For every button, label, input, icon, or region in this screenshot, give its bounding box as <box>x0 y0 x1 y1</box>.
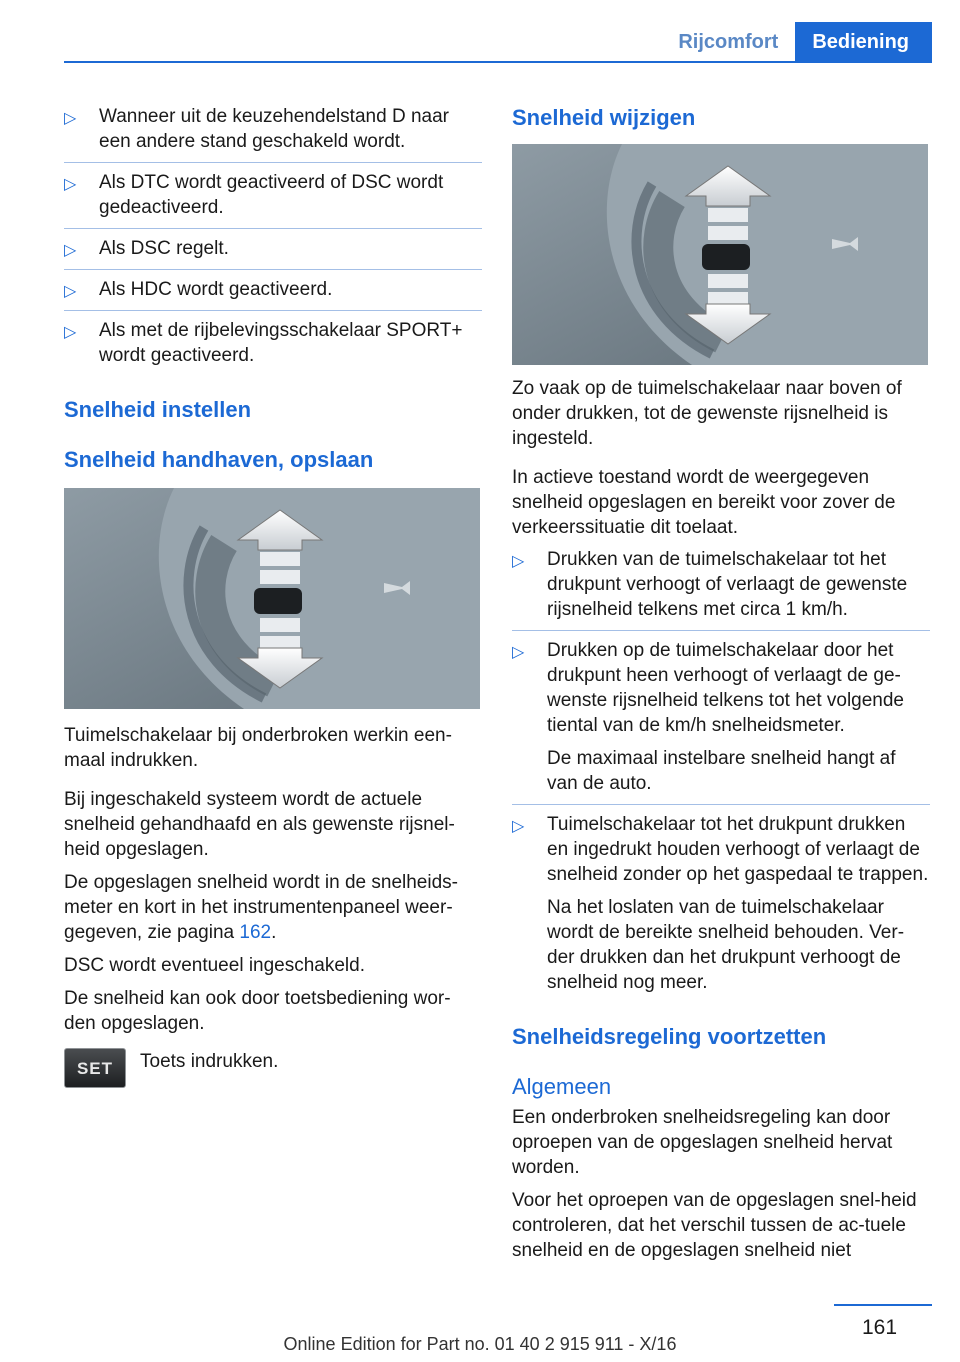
edition-note: Online Edition for Part no. 01 40 2 915 911 - X/16 <box>283 1334 677 1354</box>
list-item-note: De maximaal instelbare snelheid hangt af van de auto. <box>547 748 896 794</box>
list-item: ▷ Als DSC regelt. <box>64 229 482 270</box>
page-reference-link[interactable]: 162 <box>239 922 272 943</box>
paragraph: DSC wordt eventueel ingeschakeld. <box>64 955 366 976</box>
set-key-icon: SET <box>64 1048 126 1088</box>
triangle-bullet-icon: ▷ <box>64 242 77 259</box>
paragraph: De opgeslagen snelheid wordt in de snelheids-meter en kort in het instrumentenpaneel weer-gegeven, zie pagina 162. <box>64 872 458 943</box>
steering-wheel-rocker-image <box>512 144 928 365</box>
list-item-note: Na het loslaten van de tuimelschakelaar wordt de bereikte snelheid behouden. Ver-der drukken dan het drukpunt verhoogt de snelheid nog meer. <box>547 897 905 993</box>
triangle-bullet-icon: ▷ <box>64 176 77 193</box>
bullet-list <box>64 100 482 376</box>
paragraph: Bij ingeschakeld systeem wordt de actuele snelheid gehandhaafd en als gewenste rijsnel-heid opgeslagen. <box>64 789 455 860</box>
page-number: 161 <box>862 1316 898 1339</box>
right-column <box>512 104 930 1263</box>
header-divider <box>64 61 932 63</box>
footer-divider <box>834 1304 932 1306</box>
bullet-list <box>512 543 930 1003</box>
list-item: ▷ Als met de rijbelevingsschakelaar SPORT+ wordt geactiveerd. <box>64 320 463 366</box>
paragraph: Tuimelschakelaar bij onderbroken werkin een-maal indrukken. <box>64 725 452 771</box>
list-item: ▷ Drukken van de tuimelschakelaar tot het drukpunt verhoogt of verlaagt de gewenste rijsnelheid telkens met circa 1 km/h. <box>512 543 930 631</box>
list-item: ▷ Drukken op de tuimelschakelaar door het drukpunt heen verhoogt of verlaagt de ge-wenste rijsnelheid telkens tot het volgende tiental van de km/h snelheidsmeter. De maximaal instelbare snelheid hangt af van de auto. <box>512 631 930 805</box>
subsection-heading: Algemeen <box>512 1074 612 1099</box>
section-heading: Snelheid instellen <box>64 397 252 422</box>
triangle-bullet-icon: ▷ <box>512 644 525 661</box>
section-heading: Snelheidsregeling voortzetten <box>512 1024 827 1049</box>
list-item: ▷ Wanneer uit de keuzehendelstand D naar een andere stand geschakeld wordt. <box>64 100 482 163</box>
triangle-bullet-icon: ▷ <box>512 553 525 570</box>
set-key-instruction: Toets indrukken. <box>140 1051 279 1072</box>
list-item: ▷ Tuimelschakelaar tot het drukpunt drukken en ingedrukt houden verhoogt of verlaagt de snelheid zonder op het gaspedaal te trappen. Na het loslaten van de tuimelschakelaar wordt de bereikte snelheid behouden. Ver-der drukken dan het drukpunt verhoogt de snelheid nog meer. <box>512 814 929 993</box>
list-item: ▷ Als DTC wordt geactiveerd of DSC wordt gedeactiveerd. <box>64 163 482 229</box>
triangle-bullet-icon: ▷ <box>64 283 77 300</box>
list-item: ▷ Als HDC wordt geactiveerd. <box>64 270 482 311</box>
paragraph: De snelheid kan ook door toetsbediening wor-den opgeslagen. <box>64 988 451 1034</box>
paragraph: In actieve toestand wordt de weergegeven snelheid opgeslagen en bereikt voor zover de verkeerssituatie dit toelaat. <box>512 467 896 538</box>
triangle-bullet-icon: ▷ <box>64 324 77 341</box>
tab-section[interactable]: Rijcomfort <box>678 31 779 53</box>
section-heading: Snelheid wijzigen <box>512 105 696 130</box>
set-key-row <box>64 1048 482 1088</box>
left-column <box>64 100 482 1088</box>
steering-wheel-rocker-image <box>64 488 480 709</box>
triangle-bullet-icon: ▷ <box>512 818 525 835</box>
subsection-heading: Snelheid handhaven, opslaan <box>64 447 374 472</box>
header-tabs <box>661 22 932 63</box>
paragraph: Een onderbroken snelheidsregeling kan door oproepen van de opgeslagen snelheid hervat worden. <box>512 1107 893 1178</box>
tab-chapter[interactable]: Bediening <box>795 22 932 63</box>
triangle-bullet-icon: ▷ <box>64 110 77 127</box>
paragraph: Zo vaak op de tuimelschakelaar naar boven of onder drukken, tot de gewenste rijsnelheid is ingesteld. <box>512 378 902 449</box>
paragraph: Voor het oproepen van de opgeslagen snel-heid controleren, dat het verschil tussen de ac-tuele snelheid en de opgeslagen snelheid niet <box>512 1190 917 1261</box>
